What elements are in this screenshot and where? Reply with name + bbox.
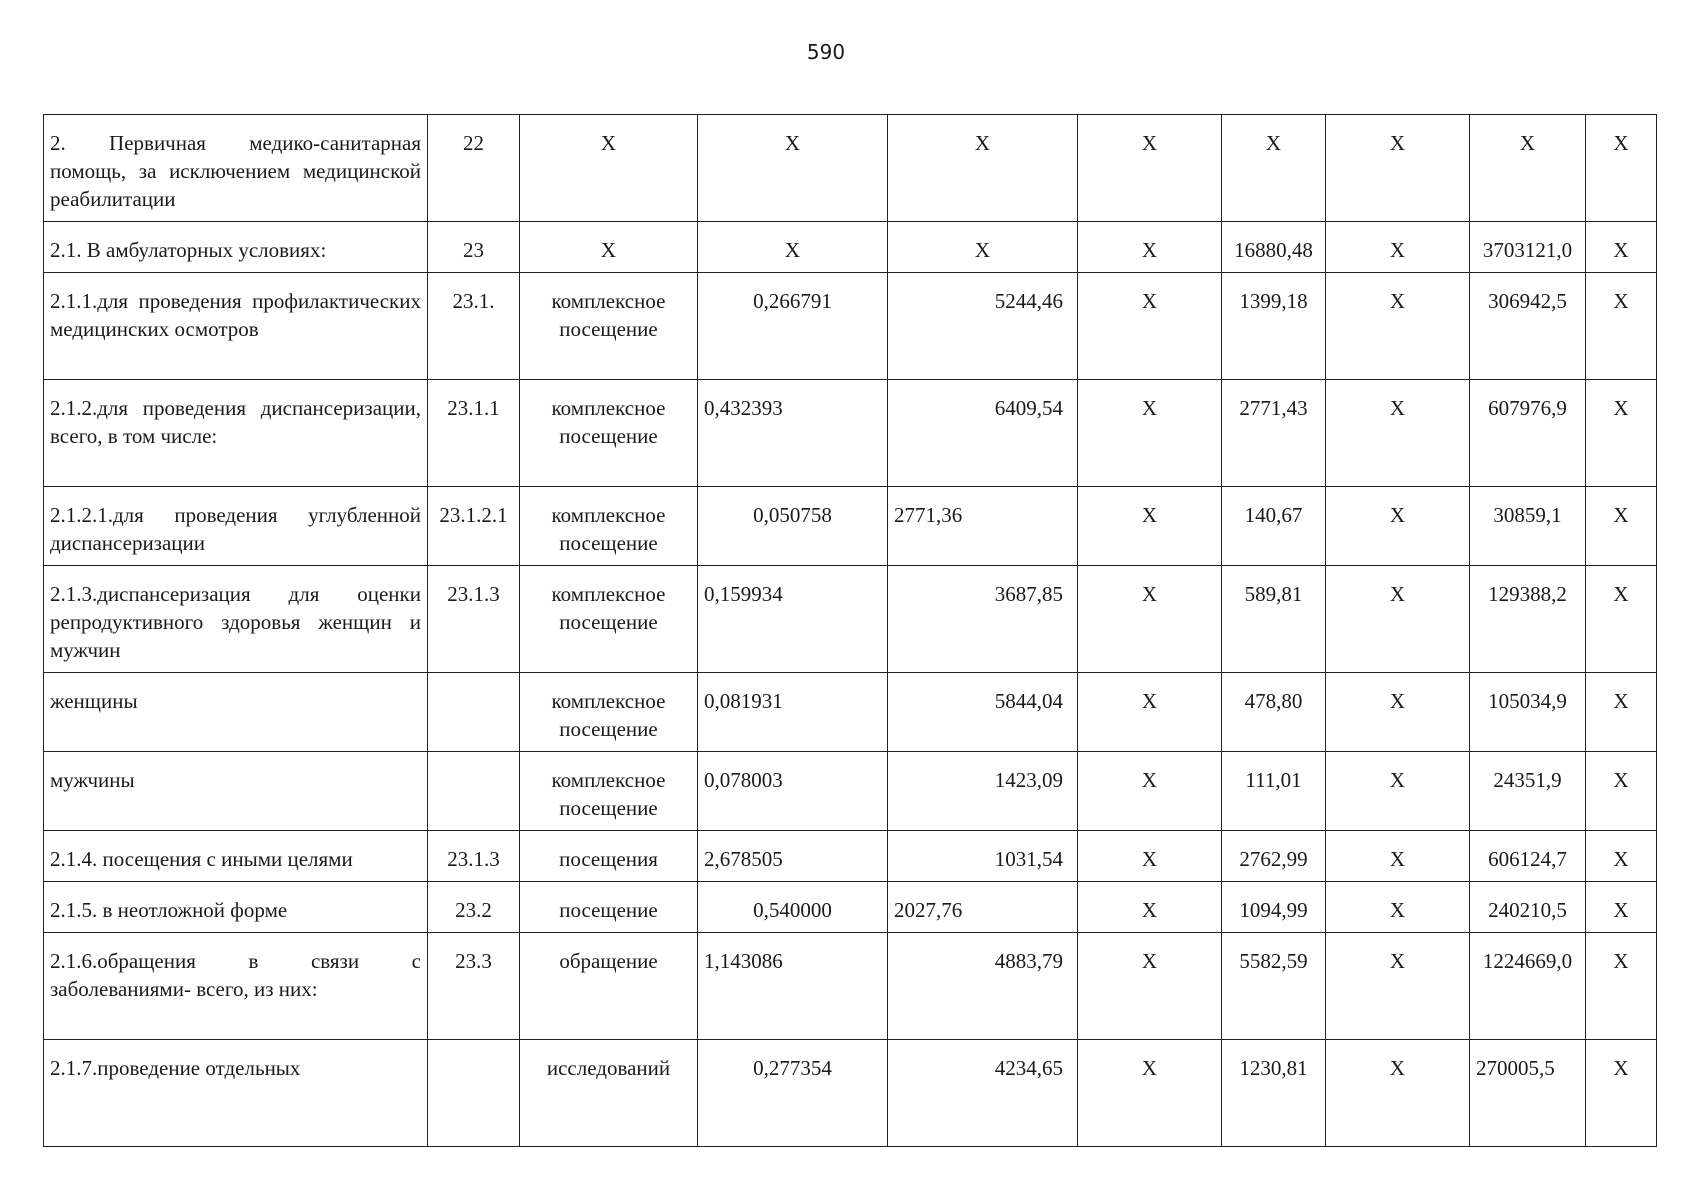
row-name-cell: женщины (44, 673, 428, 752)
row-unit-cell: комплексное посещение (520, 566, 698, 673)
row-col6-cell: Х (1078, 222, 1222, 273)
row-code-cell (428, 1040, 520, 1147)
row-col9-cell: 105034,9 (1470, 673, 1586, 752)
row-name-cell: 2.1.5. в неотложной форме (44, 882, 428, 933)
row-cost-cell: 4883,79 (888, 933, 1078, 1040)
row-col9-cell: Х (1470, 115, 1586, 222)
row-col10-cell: Х (1586, 1040, 1657, 1147)
row-norm-cell: Х (698, 222, 888, 273)
row-col10-cell: Х (1586, 566, 1657, 673)
table-row (44, 831, 1657, 882)
row-unit-cell: Х (520, 222, 698, 273)
row-col7-cell: Х (1222, 115, 1326, 222)
row-norm-cell: 0,277354 (698, 1040, 888, 1147)
table-row (44, 487, 1657, 566)
row-col7-cell: 589,81 (1222, 566, 1326, 673)
row-col8-cell: Х (1326, 222, 1470, 273)
row-col8-cell: Х (1326, 752, 1470, 831)
row-code-cell: 23.3 (428, 933, 520, 1040)
row-norm-cell: 0,078003 (698, 752, 888, 831)
row-col9-cell: 606124,7 (1470, 831, 1586, 882)
row-col10-cell: Х (1586, 487, 1657, 566)
table-row (44, 882, 1657, 933)
row-col7-cell: 2771,43 (1222, 380, 1326, 487)
table-row (44, 752, 1657, 831)
row-code-cell: 23.2 (428, 882, 520, 933)
row-code-cell: 23.1. (428, 273, 520, 380)
row-norm-cell: 2,678505 (698, 831, 888, 882)
row-unit-cell: комплексное посещение (520, 273, 698, 380)
row-col10-cell: Х (1586, 882, 1657, 933)
row-col8-cell: Х (1326, 882, 1470, 933)
row-col6-cell: Х (1078, 831, 1222, 882)
row-code-cell: 23.1.3 (428, 831, 520, 882)
row-col7-cell: 1094,99 (1222, 882, 1326, 933)
row-unit-cell: посещение (520, 882, 698, 933)
row-col7-cell: 2762,99 (1222, 831, 1326, 882)
table-row (44, 673, 1657, 752)
row-col7-cell: 16880,48 (1222, 222, 1326, 273)
row-col10-cell: Х (1586, 752, 1657, 831)
table-row (44, 115, 1657, 222)
row-col9-cell: 3703121,0 (1470, 222, 1586, 273)
row-col6-cell: Х (1078, 882, 1222, 933)
row-unit-cell: комплексное посещение (520, 752, 698, 831)
row-cost-cell: 2027,76 (888, 882, 1078, 933)
row-cost-cell: 5844,04 (888, 673, 1078, 752)
row-norm-cell: Х (698, 115, 888, 222)
row-name-cell: 2.1. В амбулаторных условиях: (44, 222, 428, 273)
row-col8-cell: Х (1326, 831, 1470, 882)
row-col8-cell: Х (1326, 115, 1470, 222)
row-col6-cell: Х (1078, 933, 1222, 1040)
row-name-cell: 2.1.4. посещения с иными целями (44, 831, 428, 882)
row-code-cell: 22 (428, 115, 520, 222)
row-col9-cell: 306942,5 (1470, 273, 1586, 380)
table-row (44, 933, 1657, 1040)
row-name-cell: 2.1.1.для проведения профилактических медицинских осмотров (44, 273, 428, 380)
row-col8-cell: Х (1326, 673, 1470, 752)
row-col9-cell: 1224669,0 (1470, 933, 1586, 1040)
row-unit-cell: исследований (520, 1040, 698, 1147)
row-code-cell: 23 (428, 222, 520, 273)
row-col7-cell: 478,80 (1222, 673, 1326, 752)
row-cost-cell: 4234,65 (888, 1040, 1078, 1147)
row-col10-cell: Х (1586, 222, 1657, 273)
row-name-cell: 2.1.2.1.для проведения углубленной диспансеризации (44, 487, 428, 566)
row-col6-cell: Х (1078, 1040, 1222, 1147)
row-code-cell: 23.1.3 (428, 566, 520, 673)
row-col8-cell: Х (1326, 566, 1470, 673)
row-col10-cell: Х (1586, 273, 1657, 380)
row-col7-cell: 5582,59 (1222, 933, 1326, 1040)
row-cost-cell: 6409,54 (888, 380, 1078, 487)
row-col10-cell: Х (1586, 831, 1657, 882)
row-name-cell: 2.1.7.проведение отдельных (44, 1040, 428, 1147)
row-name-cell: 2.1.3.диспансеризация для оценки репродуктивного здоровья женщин и мужчин (44, 566, 428, 673)
row-col6-cell: Х (1078, 380, 1222, 487)
row-col8-cell: Х (1326, 273, 1470, 380)
row-cost-cell: 3687,85 (888, 566, 1078, 673)
row-col6-cell: Х (1078, 673, 1222, 752)
row-col9-cell: 240210,5 (1470, 882, 1586, 933)
page-number: 590 (806, 40, 846, 64)
row-norm-cell: 0,540000 (698, 882, 888, 933)
row-unit-cell: посещения (520, 831, 698, 882)
row-unit-cell: Х (520, 115, 698, 222)
row-col7-cell: 140,67 (1222, 487, 1326, 566)
row-col8-cell: Х (1326, 380, 1470, 487)
row-col10-cell: Х (1586, 115, 1657, 222)
row-cost-cell: 5244,46 (888, 273, 1078, 380)
row-col10-cell: Х (1586, 380, 1657, 487)
row-col6-cell: Х (1078, 752, 1222, 831)
row-col10-cell: Х (1586, 673, 1657, 752)
row-name-cell: 2.1.2.для проведения диспансеризации, всего, в том числе: (44, 380, 428, 487)
row-col9-cell: 129388,2 (1470, 566, 1586, 673)
row-cost-cell: Х (888, 222, 1078, 273)
table-row (44, 273, 1657, 380)
row-unit-cell: комплексное посещение (520, 673, 698, 752)
row-norm-cell: 0,081931 (698, 673, 888, 752)
row-norm-cell: 0,266791 (698, 273, 888, 380)
row-cost-cell: 2771,36 (888, 487, 1078, 566)
row-col7-cell: 1230,81 (1222, 1040, 1326, 1147)
row-norm-cell: 0,432393 (698, 380, 888, 487)
row-col10-cell: Х (1586, 933, 1657, 1040)
row-name-cell: мужчины (44, 752, 428, 831)
row-col6-cell: Х (1078, 566, 1222, 673)
row-col9-cell: 270005,5 (1470, 1040, 1586, 1147)
row-col6-cell: Х (1078, 487, 1222, 566)
row-cost-cell: Х (888, 115, 1078, 222)
row-code-cell (428, 752, 520, 831)
row-code-cell: 23.1.1 (428, 380, 520, 487)
row-code-cell: 23.1.2.1 (428, 487, 520, 566)
row-col6-cell: Х (1078, 115, 1222, 222)
row-norm-cell: 0,159934 (698, 566, 888, 673)
row-unit-cell: комплексное посещение (520, 487, 698, 566)
data-table (43, 114, 1657, 1147)
table-row (44, 380, 1657, 487)
row-name-cell: 2.1.6.обращения в связи с заболеваниями- всего, из них: (44, 933, 428, 1040)
row-code-cell (428, 673, 520, 752)
row-unit-cell: обращение (520, 933, 698, 1040)
row-col6-cell: Х (1078, 273, 1222, 380)
row-name-cell: 2. Первичная медико-санитарная помощь, за исключением медицинской реабилитации (44, 115, 428, 222)
row-col9-cell: 607976,9 (1470, 380, 1586, 487)
row-norm-cell: 1,143086 (698, 933, 888, 1040)
row-col8-cell: Х (1326, 487, 1470, 566)
row-col7-cell: 111,01 (1222, 752, 1326, 831)
table-row (44, 566, 1657, 673)
row-col8-cell: Х (1326, 933, 1470, 1040)
row-unit-cell: комплексное посещение (520, 380, 698, 487)
row-col9-cell: 30859,1 (1470, 487, 1586, 566)
row-norm-cell: 0,050758 (698, 487, 888, 566)
table-row (44, 222, 1657, 273)
row-col9-cell: 24351,9 (1470, 752, 1586, 831)
row-col7-cell: 1399,18 (1222, 273, 1326, 380)
table-row (44, 1040, 1657, 1147)
row-col8-cell: Х (1326, 1040, 1470, 1147)
row-cost-cell: 1423,09 (888, 752, 1078, 831)
row-cost-cell: 1031,54 (888, 831, 1078, 882)
